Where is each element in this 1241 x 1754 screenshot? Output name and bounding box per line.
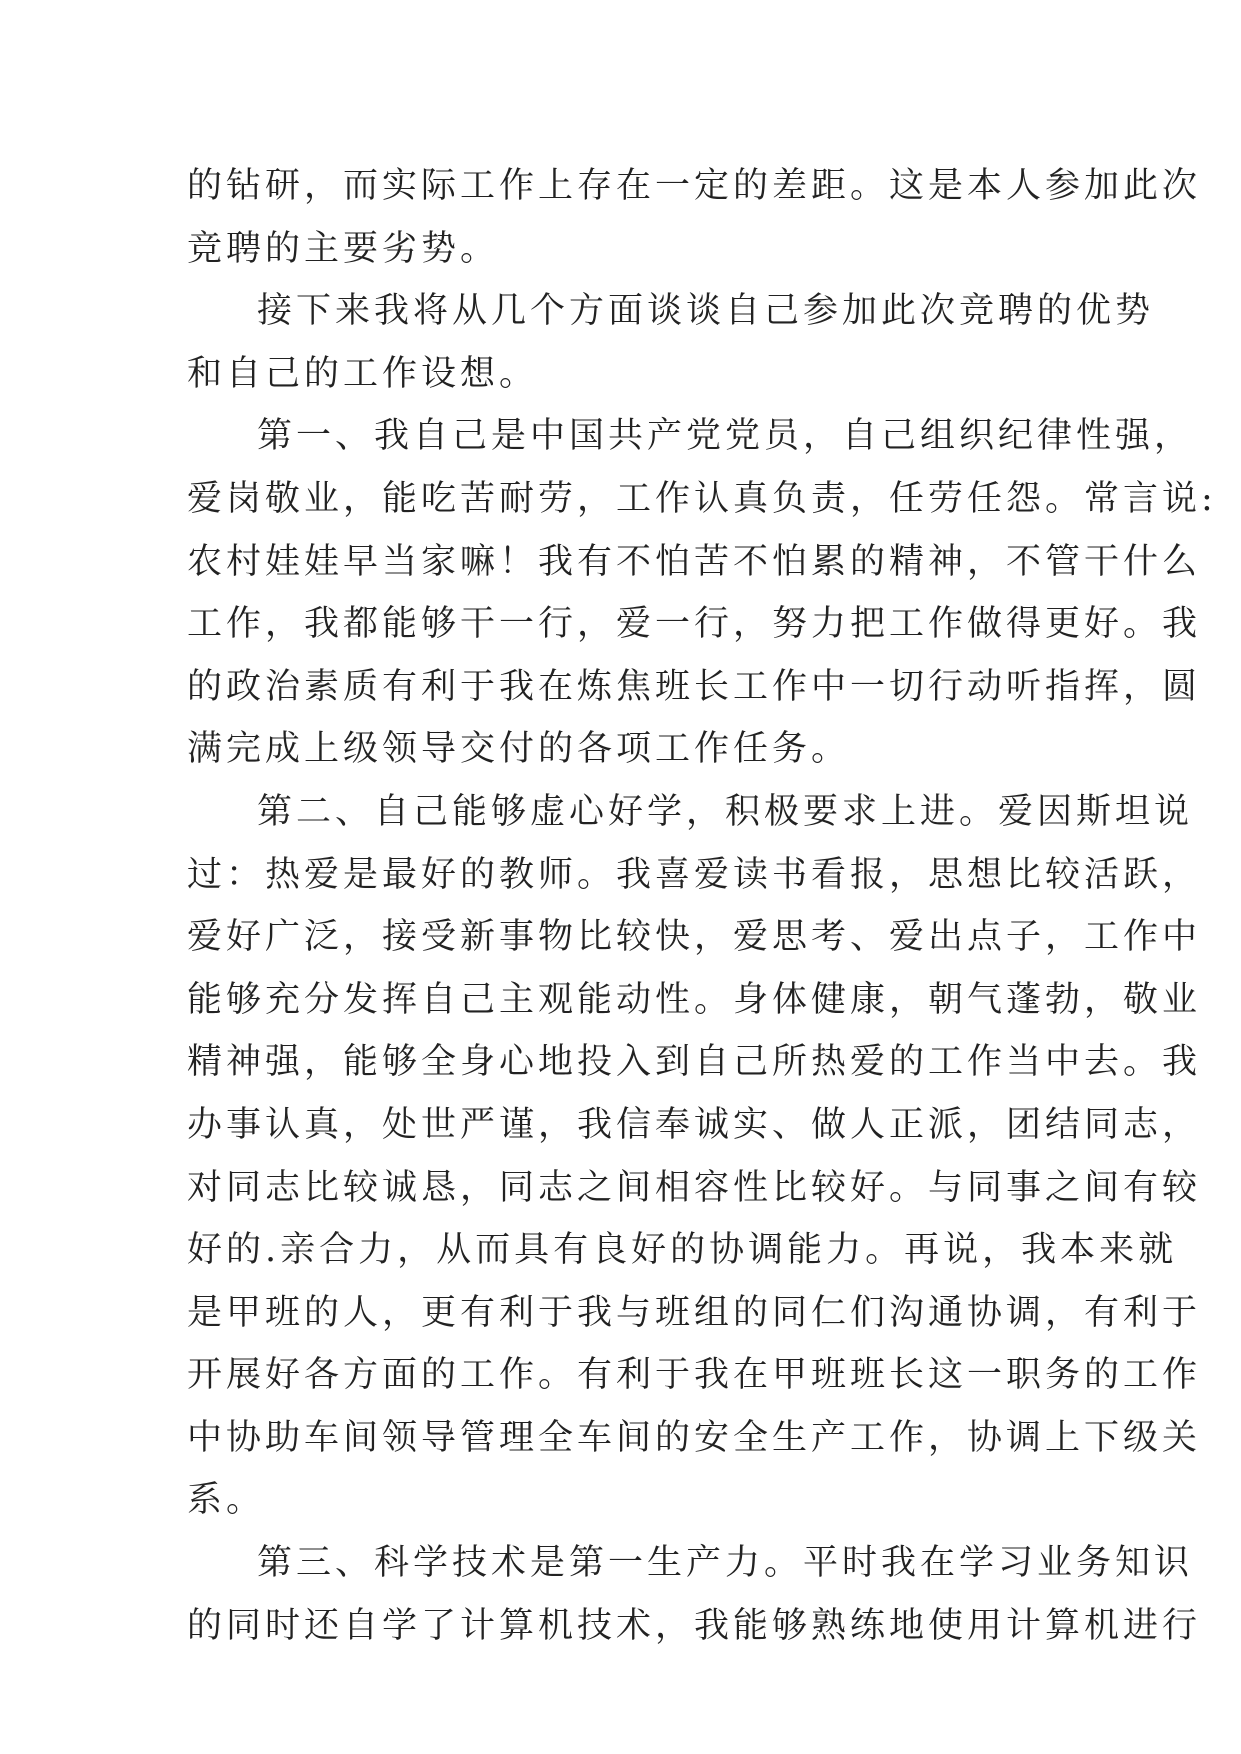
text-line: 好的.亲合力，从而具有良好的协调能力。再说，我本来就 (187, 1230, 1178, 1271)
paragraph-first-line: 第一、我自己是中国共产党党员，自己组织纪律性强， (257, 416, 1194, 457)
text-line: 能够充分发挥自己主观能动性。身体健康，朝气蓬勃，敬业 (187, 979, 1202, 1020)
text-line: 对同志比较诚恳，同志之间相容性比较好。与同事之间有较 (187, 1167, 1202, 1208)
text-line: 爱岗敬业，能吃苦耐劳，工作认真负责，任劳任怨。常言说: (187, 478, 1217, 519)
text-line: 的政治素质有利于我在炼焦班长工作中一切行动听指挥，圆 (187, 666, 1202, 707)
text-line: 竞聘的主要劣势。 (187, 228, 500, 269)
text-line: 系。 (187, 1480, 266, 1521)
text-line: 满完成上级领导交付的各项工作任务。 (187, 729, 851, 770)
text-line: 中协助车间领导管理全车间的安全生产工作，协调上下级关 (187, 1417, 1202, 1458)
text-line: 过：热爱是最好的教师。我喜爱读书看报，思想比较活跃， (187, 854, 1202, 895)
document-body (187, 155, 1217, 1657)
paragraph-first-line: 第三、科学技术是第一生产力。平时我在学习业务知识 (257, 1543, 1194, 1584)
paragraph-first-line: 第二、自己能够虚心好学，积极要求上进。爱因斯坦说 (257, 791, 1194, 832)
text-line: 是甲班的人，更有利于我与班组的同仁们沟通协调，有利于 (187, 1292, 1202, 1333)
text-line: 的同时还自学了计算机技术，我能够熟练地使用计算机进行 (187, 1605, 1202, 1646)
text-line: 的钻研，而实际工作上存在一定的差距。这是本人参加此次 (187, 166, 1202, 206)
text-line: 开展好各方面的工作。有利于我在甲班班长这一职务的工作 (187, 1355, 1202, 1396)
text-line: 办事认真，处世严谨，我信奉诚实、做人正派，团结同志， (187, 1104, 1202, 1145)
text-line: 爱好广泛，接受新事物比较快，爱思考、爱出点子，工作中 (187, 917, 1202, 958)
text-line: 精神强，能够全身心地投入到自己所热爱的工作当中去。我 (187, 1042, 1202, 1083)
paragraph-first-line: 接下来我将从几个方面谈谈自己参加此次竞聘的优势 (257, 291, 1155, 332)
text-line: 农村娃娃早当家嘛！我有不怕苦不怕累的精神，不管干什么 (187, 541, 1202, 582)
text-line: 和自己的工作设想。 (187, 353, 539, 394)
text-line: 工作，我都能够干一行，爱一行，努力把工作做得更好。我 (187, 604, 1202, 645)
